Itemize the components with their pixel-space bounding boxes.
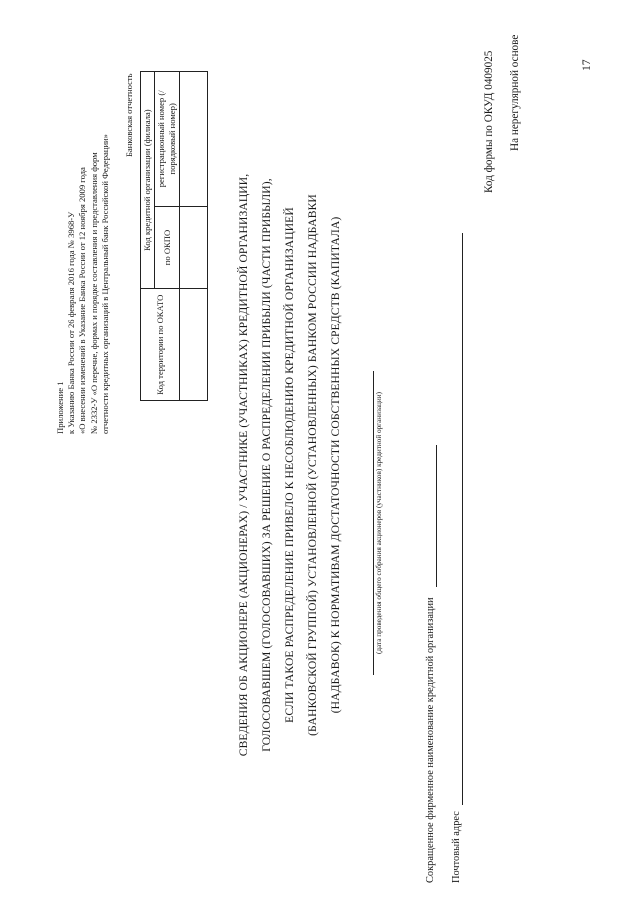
appendix-line: «О внесении изменений в Указание Банка России от 12 ноября 2009 года — [77, 167, 88, 434]
okpo-cell[interactable] — [180, 206, 208, 289]
form-title — [232, 105, 347, 825]
postal-address-field[interactable] — [450, 233, 463, 805]
report-frequency: На нерегулярной основе — [509, 34, 521, 151]
title-line: (НАДБАВОК) К НОРМАТИВАМ ДОСТАТОЧНОСТИ СОБСТВЕННЫХ СРЕДСТВ (КАПИТАЛА) — [329, 216, 342, 714]
reg-number-header: регистрационный номер (/порядковый номер) — [155, 72, 180, 207]
page-number: 17 — [580, 59, 593, 71]
meeting-date-caption: (дата проведения общего собрания акционеров (участников) кредитной организации) — [375, 392, 383, 654]
codes-table — [140, 71, 208, 401]
okpo-header: по ОКПО — [155, 206, 180, 289]
okato-header: Код территории по ОКАТО — [141, 289, 180, 401]
short-name-field[interactable] — [424, 445, 437, 587]
title-line: СВЕДЕНИЯ ОБ АКЦИОНЕРЕ (АКЦИОНЕРАХ) / УЧАСТНИКЕ (УЧАСТНИКАХ) КРЕДИТНОЙ ОРГАНИЗАЦИИ, — [237, 173, 250, 757]
appendix-line: отчетности кредитных организаций в Центральный банк Российской Федерации» — [99, 134, 110, 434]
appendix-line: к Указанию Банка России от 26 февраля 2016 года № 3968-У — [66, 211, 77, 434]
short-name-label: Сокращенное фирменное наименование кредитной организации — [425, 597, 436, 883]
title-line: ГОЛОСОВАВШЕМ (ГОЛОСОВАВШИХ) ЗА РЕШЕНИЕ О РАСПРЕДЕЛЕНИИ ПРИБЫЛИ (ЧАСТИ ПРИБЫЛИ), — [260, 178, 273, 752]
okud-code: Код формы по ОКУД 0409025 — [483, 50, 495, 193]
appendix-line: № 2332-У «О перечне, формах и порядке составления и представления форм — [88, 152, 99, 434]
title-line: (БАНКОВСКОЙ ГРУППОЙ) УСТАНОВЛЕННОЙ (УСТАНОВЛЕННЫХ) БАНКОМ РОССИИ НАДБАВКИ — [306, 194, 319, 736]
meeting-date-field[interactable] — [373, 371, 374, 675]
table-caption: Банковская отчетность — [124, 73, 134, 157]
org-code-header: Код кредитной организации (филиала) — [141, 72, 155, 289]
appendix-header — [55, 134, 111, 434]
postal-address-label: Почтовый адрес — [451, 811, 462, 883]
okato-cell[interactable] — [180, 289, 208, 401]
reg-number-cell[interactable] — [180, 72, 208, 207]
appendix-line: Приложение 1 — [55, 381, 65, 434]
title-line: ЕСЛИ ТАКОЕ РАСПРЕДЕЛЕНИЕ ПРИВЕЛО К НЕСОБЛЮДЕНИЮ КРЕДИТНОЙ ОРГАНИЗАЦИЕЙ — [283, 207, 296, 723]
